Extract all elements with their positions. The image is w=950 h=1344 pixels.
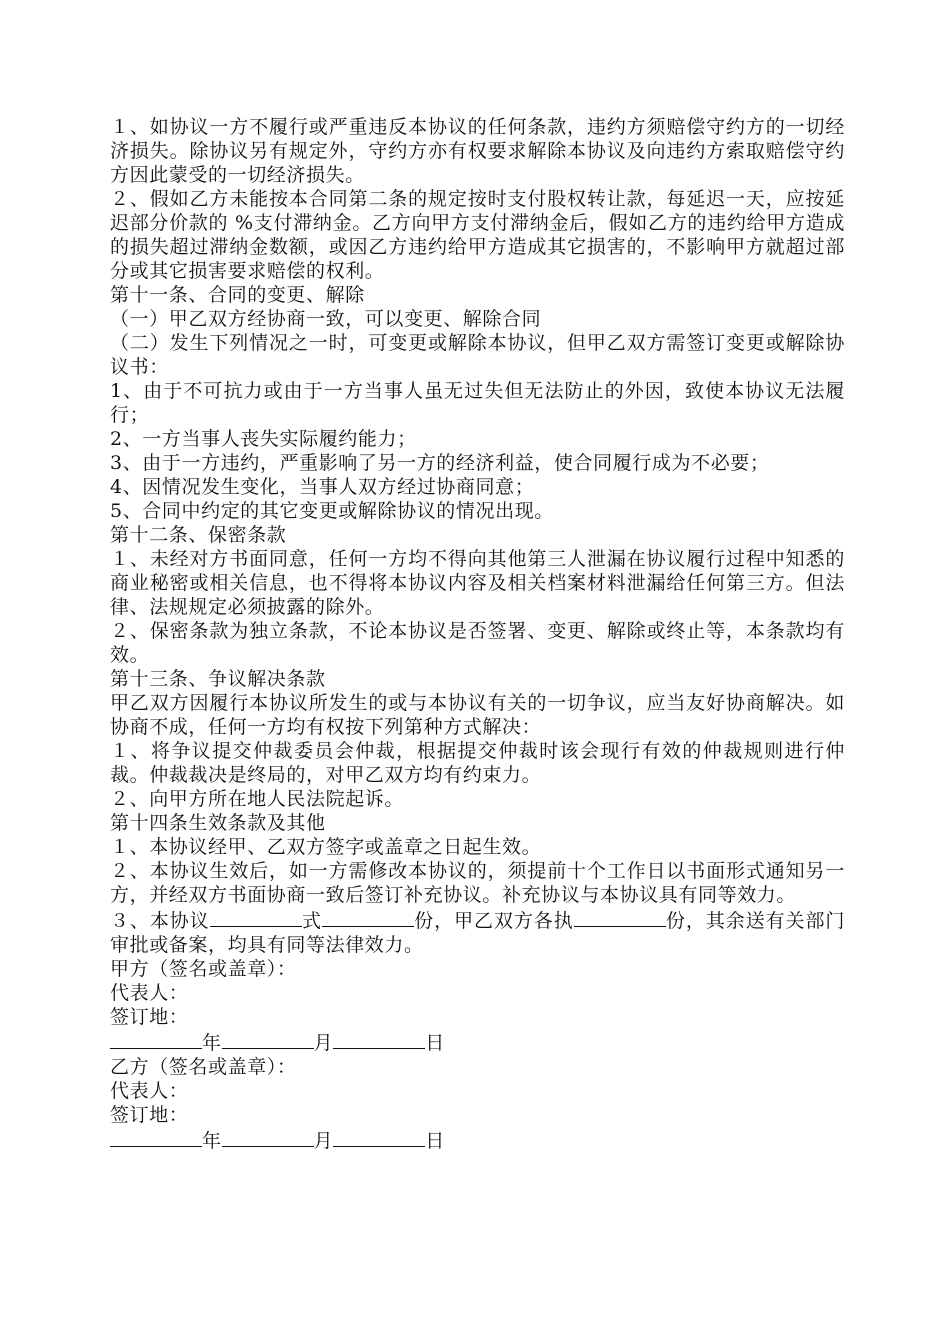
- article-11-heading: 第十一条、合同的变更、解除: [110, 284, 365, 306]
- copies-blank-1[interactable]: [210, 907, 302, 927]
- article-11-item-2: （二）发生下列情况之一时，可变更或解除本协议，但甲乙双方需签订变更或解除协议书：: [110, 332, 845, 378]
- party-b-day-blank[interactable]: [333, 1127, 425, 1147]
- copies-blank-2[interactable]: [322, 907, 414, 927]
- party-b-representative-label: 代表人：: [110, 1080, 189, 1102]
- party-a-day-label: 日: [425, 1032, 445, 1054]
- party-b-year-blank[interactable]: [110, 1127, 202, 1147]
- change-condition-1: 1、由于不可抗力或由于一方当事人虽无过失但无法防止的外因，致使本协议无法履行；: [110, 380, 845, 426]
- party-b-day-label: 日: [425, 1130, 445, 1152]
- party-a-day-blank[interactable]: [333, 1029, 425, 1049]
- party-a-year-blank[interactable]: [110, 1029, 202, 1049]
- party-a-representative-label: 代表人：: [110, 982, 189, 1004]
- copies-clause: [110, 907, 845, 957]
- article-12-heading: 第十二条、保密条款: [110, 524, 287, 546]
- change-condition-4: 4、因情况发生变化，当事人双方经过协商同意；: [110, 476, 535, 498]
- change-condition-2: 2、一方当事人丧失实际履约能力；: [110, 428, 417, 450]
- copies-text-3: 份，甲乙双方各执: [413, 910, 574, 932]
- party-a-month-blank[interactable]: [222, 1029, 314, 1049]
- article-11-item-1: （一）甲乙双方经协商一致，可以变更、解除合同: [110, 308, 542, 330]
- article-14-heading: 第十四条生效条款及其他: [110, 812, 326, 834]
- dispute-option-1: １、将争议提交仲裁委员会仲裁，根据提交仲裁时该会现行有效的仲裁规则进行仲裁。仲裁裁决是终局的，对甲乙双方均有约束力。: [110, 740, 845, 786]
- dispute-intro: 甲乙双方因履行本协议所发生的或与本协议有关的一切争议，应当友好协商解决。如协商不成，任何一方均有权按下列第种方式解决：: [110, 692, 845, 738]
- party-b-month-label: 月: [313, 1130, 334, 1152]
- party-b-year-label: 年: [202, 1130, 222, 1152]
- party-b-label: 乙方（签名或盖章）：: [110, 1056, 297, 1078]
- party-a-year-label: 年: [202, 1032, 222, 1054]
- article-13-heading: 第十三条、争议解决条款: [110, 668, 326, 690]
- copies-text-1: ３、本协议: [110, 910, 210, 932]
- party-a-date-line: [110, 1029, 845, 1055]
- clause-breach-2: ２、假如乙方未能按本合同第二条的规定按时支付股权转让款，每延迟一天，应按延迟部分价款的 %支付滞纳金。乙方向甲方支付滞纳金后，假如乙方的违约给甲方造成的损失超过滞纳金数额，或因乙方违约给甲方造成其它损害的，不影响甲方就超过部分或其它损害要求赔偿的权利。: [110, 188, 845, 282]
- effectiveness-2: ２、本协议生效后，如一方需修改本协议的，须提前十个工作日以书面形式通知另一方，并经双方书面协商一致后签订补充协议。补充协议与本协议具有同等效力。: [110, 860, 845, 906]
- confidentiality-1: １、未经对方书面同意，任何一方均不得向其他第三人泄漏在协议履行过程中知悉的商业秘密或相关信息，也不得将本协议内容及相关档案材料泄漏给任何第三方。但法律、法规规定必须披露的除外。: [110, 548, 845, 618]
- contract-page: [110, 115, 845, 1153]
- party-a-label: 甲方（签名或盖章）：: [110, 958, 297, 980]
- copies-text-4: 份，其余送有关部门审批或备案，均具有同等法律效力。: [110, 910, 845, 956]
- change-condition-5: 5、合同中约定的其它变更或解除协议的情况出现。: [110, 500, 554, 522]
- dispute-option-2: ２、向甲方所在地人民法院起诉。: [110, 788, 405, 810]
- party-a-month-label: 月: [313, 1032, 334, 1054]
- clause-breach-1: １、如协议一方不履行或严重违反本协议的任何条款，违约方须赔偿守约方的一切经济损失。除协议另有规定外，守约方亦有权要求解除本协议及向违约方索取赔偿守约方因此蒙受的一切经济损失。: [110, 116, 845, 186]
- party-a-place-label: 签订地：: [110, 1006, 189, 1028]
- confidentiality-2: ２、保密条款为独立条款，不论本协议是否签署、变更、解除或终止等，本条款均有效。: [110, 620, 845, 666]
- copies-text-2: 式: [301, 910, 322, 932]
- change-condition-3: 3、由于一方违约，严重影响了另一方的经济利益，使合同履行成为不必要；: [110, 452, 770, 474]
- party-b-month-blank[interactable]: [222, 1127, 314, 1147]
- party-b-date-line: [110, 1127, 845, 1153]
- effectiveness-1: １、本协议经甲、乙双方签字或盖章之日起生效。: [110, 836, 542, 858]
- copies-blank-3[interactable]: [574, 907, 666, 927]
- party-b-place-label: 签订地：: [110, 1104, 189, 1126]
